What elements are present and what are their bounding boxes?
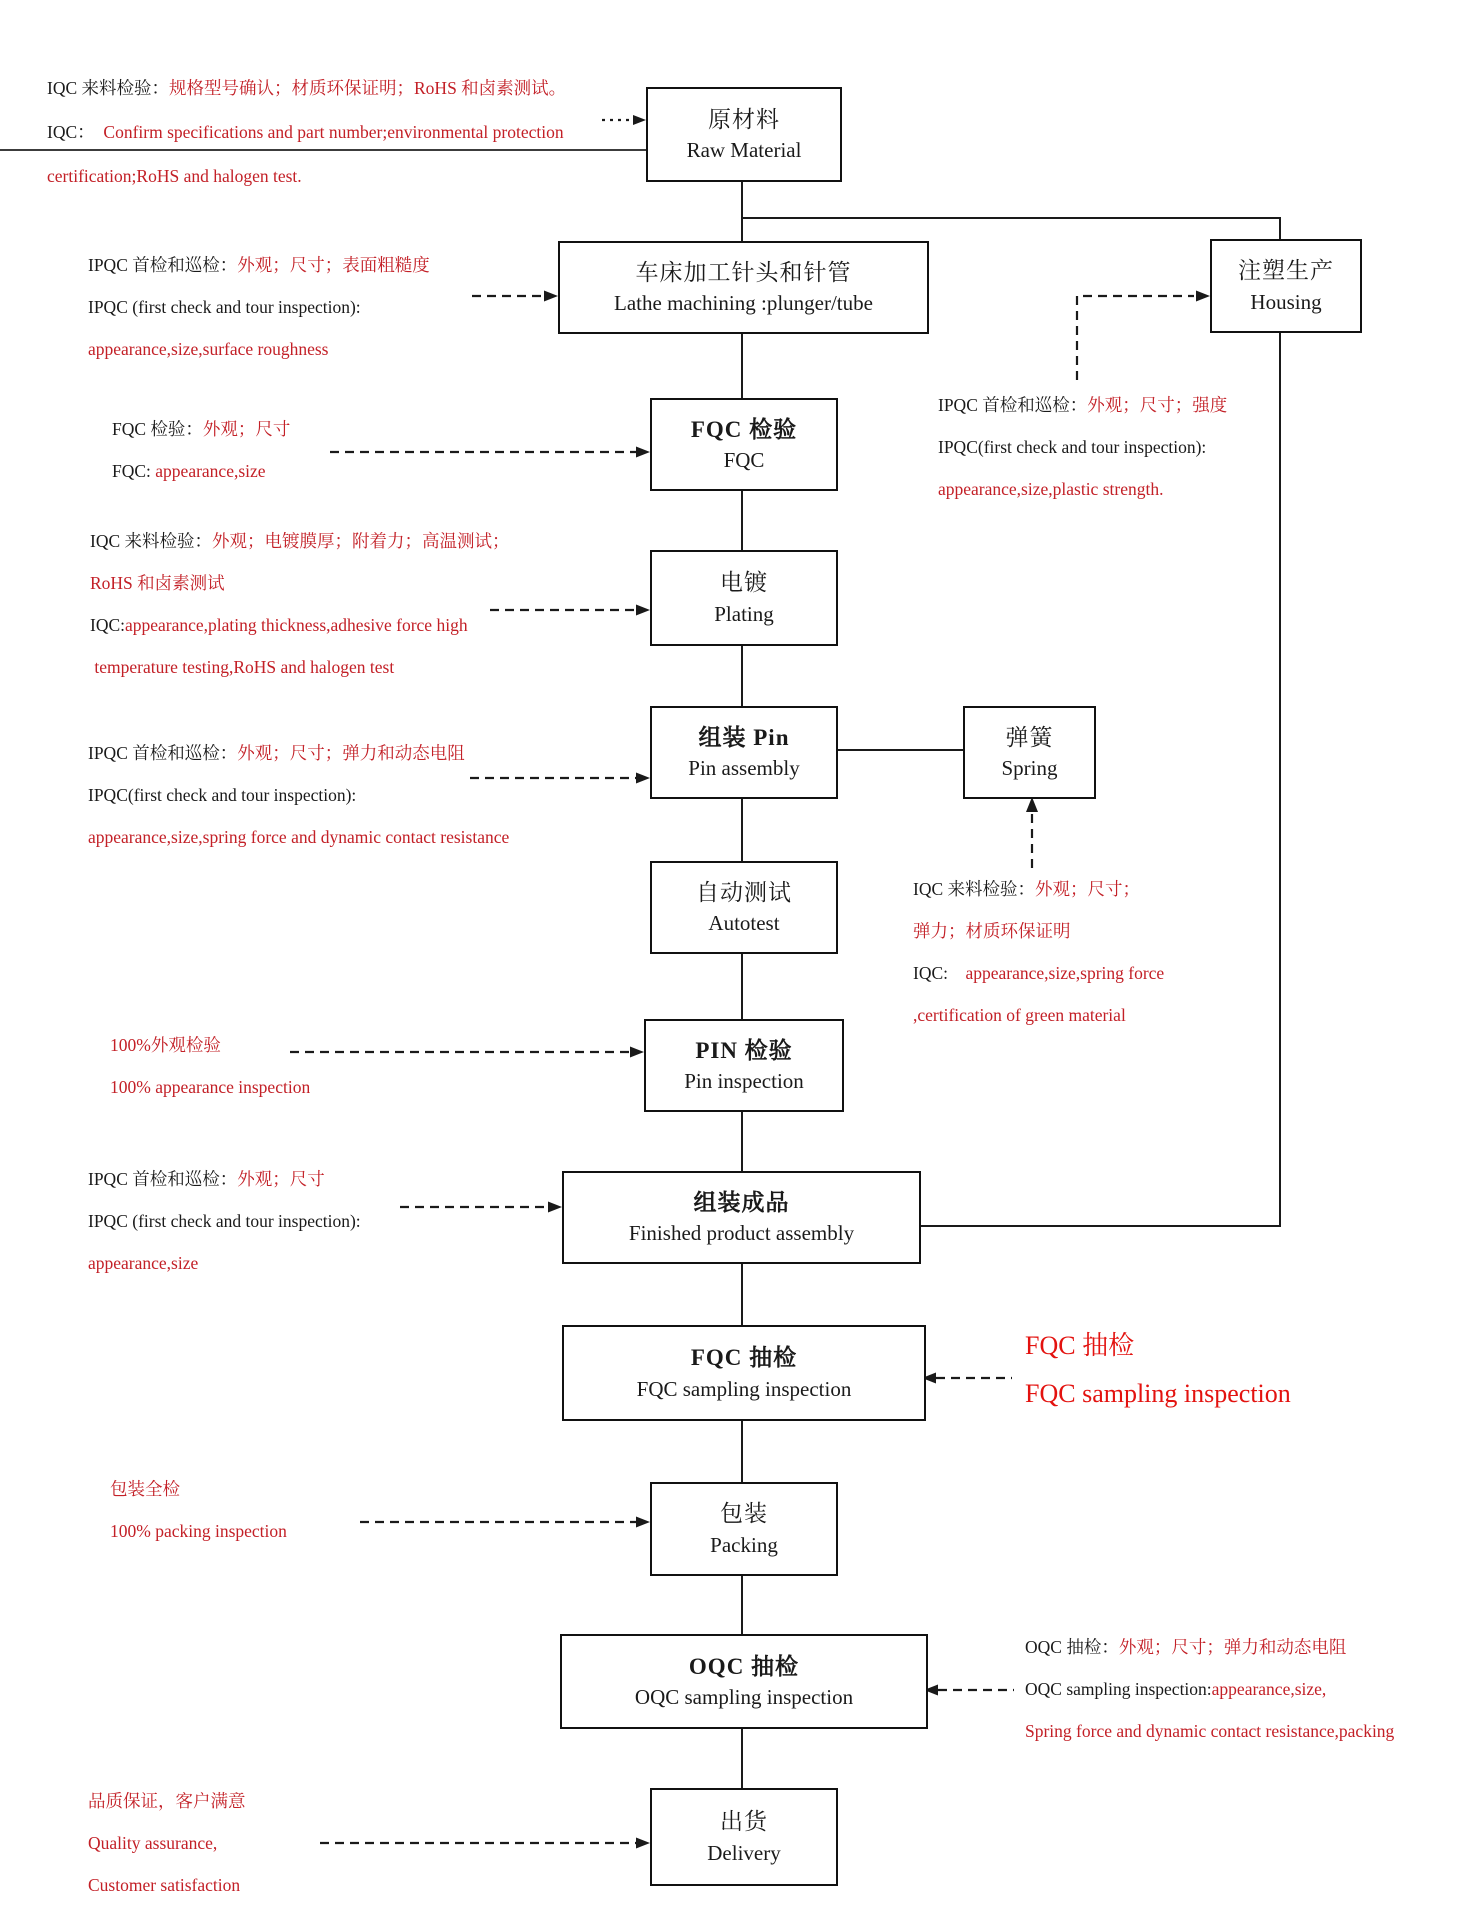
annotation-fqc-sampling-callout — [1025, 1322, 1291, 1418]
annotation-line — [88, 732, 509, 774]
box-label-zh: 原材料 — [708, 106, 780, 132]
annotation-line — [88, 1242, 361, 1284]
flow-box-pin-inspection — [644, 1019, 844, 1112]
annotation-line — [938, 384, 1227, 426]
annotation-oqc-sampling-note — [1025, 1626, 1394, 1752]
annotation-text-red: certification;RoHS and halogen test. — [47, 166, 302, 186]
box-label-en: Pin inspection — [684, 1069, 804, 1094]
annotation-text-red: 100% appearance inspection — [110, 1077, 311, 1097]
flow-box-lathe-machining — [558, 241, 929, 334]
annotation-text-red: appearance,size — [155, 461, 266, 481]
annotation-line — [112, 450, 290, 492]
annotation-line — [88, 1200, 361, 1242]
annotation-text-red: 弹力；材质环保证明 — [913, 921, 1071, 941]
box-label-zh: 组装成品 — [693, 1189, 790, 1215]
box-label-en: FQC — [723, 448, 765, 473]
box-label-en: Autotest — [708, 911, 780, 936]
arrowhead-pin — [636, 773, 650, 784]
annotation-text-black: OQC sampling inspection: — [1025, 1679, 1212, 1699]
annotation-ipqc-finished-assembly — [88, 1158, 361, 1284]
annotation-text-red: FQC sampling inspection — [1025, 1379, 1291, 1408]
annotation-text-red: ,certification of green material — [913, 1005, 1126, 1025]
annotation-text-black: IQC: — [913, 963, 966, 983]
annotation-text-red: Customer satisfaction — [88, 1875, 241, 1895]
annotation-text-red: 包装全检 — [110, 1479, 180, 1499]
annotation-line — [88, 286, 430, 328]
annotation-fqc-check — [112, 408, 290, 492]
flow-box-spring — [963, 706, 1096, 799]
annotation-line — [47, 66, 566, 110]
annotation-text-red: FQC 抽检 — [1025, 1331, 1135, 1360]
annotation-text-red: 规格型号确认；材质环保证明；RoHS 和卤素测试。 — [169, 78, 567, 98]
arrowhead-raw — [633, 115, 646, 125]
annotation-ipqc-housing — [938, 384, 1227, 510]
annotation-text-red: 100%外观检验 — [110, 1035, 221, 1055]
annotation-line — [88, 244, 430, 286]
annotation-text-red: 外观；尺寸；表面粗糙度 — [237, 255, 430, 275]
annotation-ipqc-pin-assembly — [88, 732, 509, 858]
annotation-line — [90, 604, 510, 646]
annotation-text-red: appearance,size,spring force — [965, 963, 1165, 983]
annotation-text-red: 外观；尺寸；弹力和动态电阻 — [237, 743, 465, 763]
flow-box-pin-assembly — [650, 706, 838, 799]
box-label-zh: FQC 抽检 — [690, 1345, 798, 1371]
annotation-text-red: 外观；尺寸 — [237, 1169, 325, 1189]
annotation-line — [110, 1066, 310, 1108]
annotation-text-red: 品质保证，客户满意 — [88, 1791, 246, 1811]
annotation-text-black: IPQC(first check and tour inspection): — [938, 437, 1207, 457]
box-label-zh: 注塑生产 — [1238, 258, 1334, 284]
flow-box-plating — [650, 550, 838, 646]
annotation-line — [88, 1780, 246, 1822]
box-label-en: Spring — [1001, 756, 1058, 781]
annotation-line — [90, 520, 510, 562]
annotation-text-black: IQC 来料检验： — [913, 879, 1036, 899]
flow-box-fqc — [650, 398, 838, 491]
arrowhead-fqc — [636, 447, 650, 458]
annotation-text-red: appearance,size,surface roughness — [88, 339, 329, 359]
annotation-text-red: 外观；尺寸； — [1035, 879, 1141, 899]
box-label-zh: OQC 抽检 — [688, 1653, 800, 1679]
annotation-line — [1025, 1626, 1394, 1668]
annotation-line — [88, 816, 509, 858]
annotation-text-black: IPQC (first check and tour inspection): — [88, 1211, 361, 1231]
annotation-line — [88, 1158, 361, 1200]
annotation-line — [90, 646, 510, 688]
annotation-quality-assurance — [88, 1780, 246, 1906]
annotation-line — [110, 1510, 287, 1552]
box-label-en: Pin assembly — [688, 756, 800, 781]
arrowhead-finished — [548, 1202, 562, 1213]
annotation-packing-inspection — [110, 1468, 287, 1552]
arrowhead-plating — [636, 605, 650, 616]
box-label-zh: 出货 — [720, 1809, 768, 1835]
annotation-text-red: appearance,size, — [1211, 1679, 1327, 1699]
annotation-iqc-raw-material — [47, 66, 566, 198]
box-label-en: Plating — [714, 601, 774, 626]
annotation-text-red: 100% packing inspection — [110, 1521, 287, 1541]
annotation-text-black: FQC: — [112, 461, 156, 481]
box-label-zh: 包装 — [720, 1501, 768, 1527]
annotation-text-black: IPQC (first check and tour inspection): — [88, 297, 361, 317]
annotation-text-red: Confirm specifications and part number;environmental protection — [103, 122, 564, 142]
annotation-text-black: IQC： — [47, 122, 104, 142]
annotation-text-black: FQC 检验： — [112, 419, 203, 439]
annotation-100-percent-inspection — [110, 1024, 310, 1108]
arrowhead-lathe — [544, 291, 558, 302]
annotation-text-red: Spring force and dynamic contact resistance,packing — [1025, 1721, 1395, 1741]
flow-box-autotest — [650, 861, 838, 954]
annotation-line — [1025, 1710, 1394, 1752]
box-label-zh: PIN 检验 — [695, 1037, 793, 1063]
flow-box-delivery — [650, 1788, 838, 1886]
annotation-text-red: appearance,size,spring force and dynamic contact resistance — [88, 827, 510, 847]
connector-raw-to-housing — [742, 218, 1280, 240]
annotation-line — [88, 1864, 246, 1906]
annotation-text-black: OQC 抽检： — [1025, 1637, 1119, 1657]
annotation-text-black: IPQC(first check and tour inspection): — [88, 785, 357, 805]
box-label-en: OQC sampling inspection — [634, 1685, 854, 1710]
annotation-iqc-spring — [913, 868, 1164, 1036]
annotation-text-black: IQC 来料检验： — [90, 531, 213, 551]
annotation-line — [110, 1024, 310, 1066]
annotation-line — [938, 426, 1227, 468]
arrowhead-spring — [1026, 797, 1038, 812]
annotation-line — [913, 994, 1164, 1036]
annotation-text-red: Quality assurance, — [88, 1833, 218, 1853]
flow-box-oqc-sampling-inspection — [560, 1634, 928, 1729]
annotation-line — [47, 110, 566, 154]
annotation-text-black: IPQC 首检和巡检： — [88, 255, 238, 275]
annotation-text-red: 外观；尺寸；弹力和动态电阻 — [1118, 1637, 1347, 1657]
box-label-en: Housing — [1250, 289, 1322, 314]
annotation-line — [1025, 1668, 1394, 1710]
flow-box-fqc-sampling-inspection — [562, 1325, 926, 1421]
box-label-en: Finished product assembly — [628, 1221, 855, 1246]
dashed-arrow-ipqc-to-housing — [1077, 296, 1194, 380]
annotation-text-red: appearance,plating thickness,adhesive force high — [125, 615, 468, 635]
annotation-text-black: IPQC 首检和巡检： — [938, 395, 1088, 415]
annotation-line — [88, 774, 509, 816]
annotation-text-red: appearance,size,plastic strength. — [938, 479, 1164, 499]
box-label-en: Raw Material — [686, 138, 802, 163]
annotation-iqc-plating — [90, 520, 510, 688]
annotation-ipqc-lathe — [88, 244, 430, 370]
box-label-zh: 车床加工针头和针管 — [635, 259, 852, 285]
box-label-zh: 自动测试 — [696, 879, 792, 905]
annotation-text-red: 外观；尺寸 — [202, 419, 291, 439]
annotation-line — [913, 952, 1164, 994]
annotation-line — [112, 408, 290, 450]
box-label-zh: 组装 Pin — [698, 724, 790, 750]
annotation-line — [90, 562, 510, 604]
flow-box-finished-product-assembly — [562, 1171, 921, 1264]
box-label-zh: 电镀 — [720, 570, 768, 596]
annotation-line — [1025, 1370, 1291, 1418]
flow-box-raw-material — [646, 87, 842, 182]
arrowhead-pininspection — [630, 1047, 644, 1058]
box-label-en: Delivery — [707, 1840, 781, 1865]
annotation-text-black: IQC: — [90, 615, 125, 635]
annotation-text-black: IPQC 首检和巡检： — [88, 1169, 238, 1189]
arrowhead-packing — [636, 1517, 650, 1528]
annotation-text-black: IQC 来料检验： — [47, 78, 170, 98]
flow-box-packing — [650, 1482, 838, 1576]
arrowhead-delivery — [636, 1838, 650, 1849]
annotation-line — [88, 1822, 246, 1864]
annotation-text-red: temperature testing,RoHS and halogen test — [90, 657, 395, 677]
box-label-en: Lathe machining :plunger/tube — [614, 291, 873, 316]
annotation-line — [88, 328, 430, 370]
annotation-text-black: IPQC 首检和巡检： — [88, 743, 238, 763]
annotation-text-red: 外观；电镀膜厚；附着力；高温测试； — [212, 531, 510, 551]
annotation-line — [938, 468, 1227, 510]
annotation-line — [1025, 1322, 1291, 1370]
box-label-en: Packing — [710, 1532, 778, 1557]
annotation-line — [913, 910, 1164, 952]
annotation-line — [47, 154, 566, 198]
box-label-zh: 弹簧 — [1005, 724, 1054, 750]
box-label-en: FQC sampling inspection — [636, 1376, 852, 1401]
annotation-text-red: 外观；尺寸；强度 — [1087, 395, 1228, 415]
flow-box-housing — [1210, 239, 1362, 333]
arrowhead-housing — [1196, 291, 1210, 302]
box-label-zh: FQC 检验 — [690, 416, 798, 442]
annotation-line — [913, 868, 1164, 910]
annotation-text-red: RoHS 和卤素测试 — [90, 573, 225, 593]
annotation-text-red: appearance,size — [88, 1253, 199, 1273]
annotation-line — [110, 1468, 287, 1510]
